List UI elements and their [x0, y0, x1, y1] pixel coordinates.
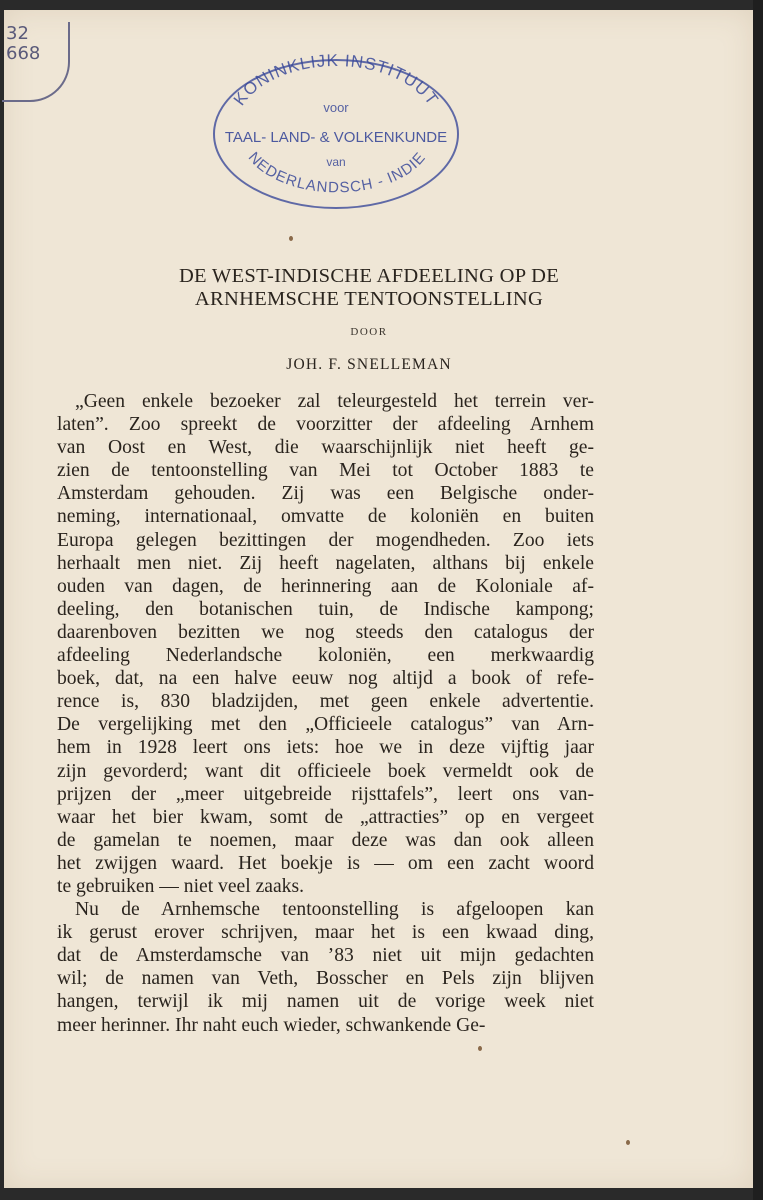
text-line: van Oost en West, die waarschijnlijk niet heeft ge-	[57, 437, 594, 459]
article-body	[57, 390, 594, 1037]
text-line: dat de Amsterdamsche van ’83 niet uit mijn gedachten	[57, 945, 594, 967]
paragraph-2	[57, 898, 594, 1037]
stamp-top-arc: KONINKLIJK INSTITUUT	[229, 50, 443, 110]
document-page	[4, 10, 753, 1188]
text-line: prijzen der „meer uitgebreide rijsttafels”, leert ons van-	[57, 783, 594, 805]
stamp-line-1: voor	[323, 100, 349, 115]
text-line: ouden van dagen, de herinnering aan de Koloniale af-	[57, 575, 594, 597]
author-name: JOH. F. SNELLEMAN	[286, 356, 452, 373]
text-line: te gebruiken — niet veel zaaks.	[57, 875, 304, 897]
article-title	[74, 265, 664, 311]
title-line: DE WEST-INDISCHE AFDEELING OP DE	[178, 265, 560, 287]
stamp-graphic	[210, 50, 462, 212]
text-line: meer herinner. Ihr naht euch wieder, schwankende Ge-	[57, 1014, 486, 1036]
text-line: het zwijgen waard. Het boekje is — om een zacht woord	[57, 852, 594, 874]
text-line: ik gerust erover schrijven, maar het is een kwaad ding,	[57, 922, 594, 944]
text-line: Europa gelegen bezittingen der mogendheden. Zoo iets	[57, 529, 594, 551]
text-line: zien de tentoonstelling van Mei tot October 1883 te	[57, 460, 594, 482]
text-line: deeling, den botanischen tuin, de Indische kampong;	[57, 598, 594, 620]
ink-speck	[478, 1046, 482, 1051]
stamp-line-2: TAAL- LAND- & VOLKENKUNDE	[224, 129, 448, 146]
text-line: boek, dat, na een halve eeuw nog altijd a book of refe-	[57, 668, 594, 690]
text-line: „Geen enkele bezoeker zal teleurgesteld het terrein ver-	[75, 391, 594, 412]
title-line: ARNHEMSCHE TENTOONSTELLING	[194, 288, 544, 310]
text-line: herhaalt men niet. Zij heeft nagelaten, althans bij enkele	[57, 552, 594, 574]
text-line: daarenboven bezitten we nog steeds den catalogus der	[57, 621, 594, 643]
text-line: de gamelan te noemen, maar deze was dan ook alleen	[57, 829, 594, 851]
text-line: hangen, terwijl ik mij namen uit de vorige week niet	[57, 991, 594, 1013]
library-stamp	[210, 50, 462, 212]
paragraph-1	[57, 390, 594, 898]
stamp-bottom-arc: NEDERLANDSCH - INDIE	[244, 148, 430, 197]
byline-label: DOOR	[350, 326, 388, 338]
text-line: neming, internationaal, omvatte de koloniën en buiten	[57, 506, 594, 528]
text-line: laten”. Zoo spreekt de voorzitter der afdeeling Arnhem	[57, 414, 594, 436]
handwritten-line: 32	[6, 23, 29, 44]
text-line: afdeeling Nederlandsche koloniën, een merkwaardig	[57, 645, 594, 667]
text-line: Amsterdam gehouden. Zij was een Belgische onder-	[57, 483, 594, 505]
text-line: zijn gevorderd; want dit officieele boek vermeldt ook de	[57, 760, 594, 782]
text-line: De vergelijking met den „Officieele catalogus” van Arn-	[57, 714, 594, 736]
text-line: Nu de Arnhemsche tentoonstelling is afgeloopen kan	[75, 899, 594, 921]
handwritten-shelfmark	[2, 22, 70, 102]
stamp-line-3: van	[326, 155, 346, 169]
text-line: wil; de namen van Veth, Bosscher en Pels zijn blijven	[57, 968, 594, 990]
ink-speck	[626, 1140, 630, 1145]
handwritten-line: 668	[6, 43, 41, 64]
ink-speck	[289, 236, 293, 241]
text-line: rence is, 830 bladzijden, met geen enkele advertentie.	[57, 691, 594, 713]
text-line: waar het bier kwam, somt de „attracties” op en vergeet	[57, 806, 594, 828]
scan-edge	[753, 0, 763, 1200]
text-line: hem in 1928 leert ons iets: hoe we in deze vijftig jaar	[57, 737, 594, 759]
